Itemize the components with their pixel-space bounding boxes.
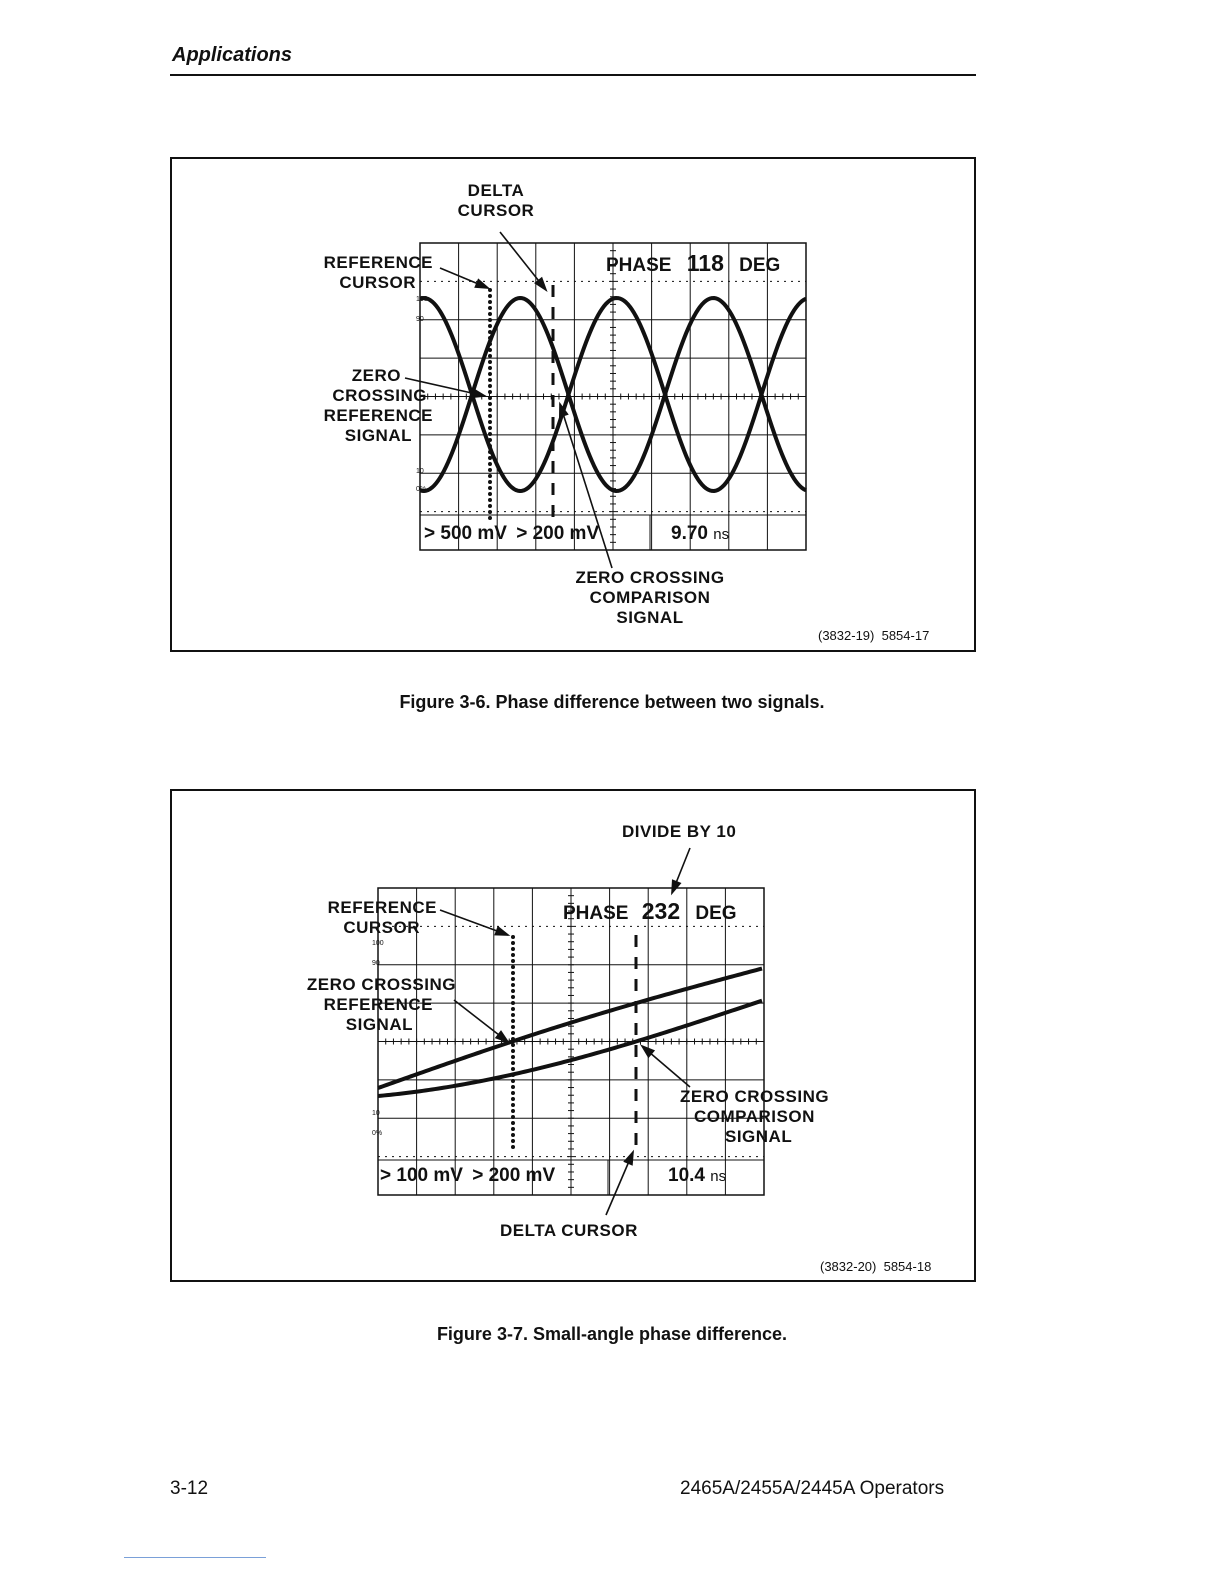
fig2-reference-cursor-dot bbox=[511, 1007, 515, 1011]
fig2-delta-cursor-dash bbox=[635, 935, 638, 947]
fig2-caption: Figure 3-7. Small-angle phase difference. bbox=[436, 1324, 788, 1344]
fig2-reference-cursor-dot bbox=[511, 1133, 515, 1137]
fig2-delta-cursor-dash bbox=[635, 957, 638, 969]
fig2-delta-cursor-dash bbox=[635, 1067, 638, 1079]
fig2-reference-cursor-dot bbox=[511, 959, 515, 963]
fig2-reference-cursor-dot bbox=[511, 1061, 515, 1065]
fig1-delta-cursor-label: DELTA CURSOR bbox=[457, 181, 535, 220]
fig2-reference-cursor-label: REFERENCE CURSOR bbox=[327, 898, 437, 937]
fig2-reference-cursor-dot bbox=[511, 1073, 515, 1077]
fig1-caption: Figure 3-6. Phase difference between two signals. bbox=[399, 692, 825, 712]
section-title: Applications bbox=[172, 44, 293, 66]
fig2-channel-readout: > 100 mV > 200 mV bbox=[380, 1165, 556, 1186]
fig2-delta-cursor-dash bbox=[635, 1111, 638, 1123]
fig2-reference-cursor-dot bbox=[511, 1001, 515, 1005]
fig2-reference-cursor-dot bbox=[511, 989, 515, 993]
page-number: 3-12 bbox=[170, 1478, 209, 1499]
fig2-divide-by-label: DIVIDE BY 10 bbox=[622, 822, 737, 841]
fig2-zero-crossing-comparison-label: ZERO CROSSING COMPARISON SIGNAL bbox=[680, 1087, 830, 1146]
page-edge-mark bbox=[124, 1557, 266, 1558]
fig2-delta-cursor-dash bbox=[635, 1023, 638, 1035]
fig2-delta-cursor-dash bbox=[635, 1001, 638, 1013]
fig2-delta-cursor-dash bbox=[635, 979, 638, 991]
fig2-reference-cursor-dot bbox=[511, 953, 515, 957]
fig2-grat-10: 10 bbox=[372, 1110, 380, 1117]
fig1-grat-90: 90 bbox=[416, 316, 424, 323]
fig2-reference-cursor-dot bbox=[511, 1085, 515, 1089]
fig1-grat-100: 100 bbox=[416, 296, 428, 303]
fig2-code: (3832-20) 5854-18 bbox=[820, 1259, 932, 1274]
fig2-delta-cursor-dash bbox=[635, 1133, 638, 1145]
fig2-reference-cursor-dot bbox=[511, 977, 515, 981]
fig2-reference-cursor-dot bbox=[511, 1115, 515, 1119]
fig2-reference-cursor-dot bbox=[511, 1091, 515, 1095]
fig1-grat-0: 0% bbox=[416, 486, 427, 493]
fig2-delta-cursor-dash bbox=[635, 1045, 638, 1057]
fig2-reference-cursor-dot bbox=[511, 1055, 515, 1059]
fig1-time-readout: 9.70 ns bbox=[671, 523, 730, 544]
fig1-zero-crossing-comparison-label: ZERO CROSSING COMPARISON SIGNAL bbox=[575, 568, 725, 627]
fig2-reference-cursor-dot bbox=[511, 971, 515, 975]
fig2-reference-cursor-dot bbox=[511, 1031, 515, 1035]
fig2-refcursor-arrow-head bbox=[495, 927, 508, 935]
fig2-reference-cursor-dot bbox=[511, 947, 515, 951]
fig1-grat-10: 10 bbox=[416, 468, 424, 475]
fig2-reference-cursor-dot bbox=[511, 1097, 515, 1101]
fig2-reference-cursor-dot bbox=[511, 1067, 515, 1071]
fig2-reference-cursor-dot bbox=[511, 1121, 515, 1125]
fig2-reference-cursor-dot bbox=[511, 1103, 515, 1107]
fig2-grat-0: 0% bbox=[372, 1130, 383, 1137]
fig2-reference-cursor-dot bbox=[511, 935, 515, 939]
fig2-reference-cursor-dot bbox=[511, 1139, 515, 1143]
manual-title: 2465A/2455A/2445A Operators bbox=[680, 1478, 945, 1499]
fig2-reference-cursor-dot bbox=[511, 1127, 515, 1131]
fig2-reference-cursor-dot bbox=[511, 941, 515, 945]
fig2-reference-cursor-dot bbox=[511, 1049, 515, 1053]
fig2-reference-cursor-dot bbox=[511, 1043, 515, 1047]
fig2-time-readout: 10.4 ns bbox=[668, 1165, 727, 1186]
fig2-delta-arrow-head bbox=[625, 1152, 633, 1165]
fig2-reference-cursor-dot bbox=[511, 995, 515, 999]
fig1-channel-readout: > 500 mV > 200 mV bbox=[424, 523, 600, 544]
fig2-reference-cursor-dot bbox=[511, 1013, 515, 1017]
fig2-reference-cursor-dot bbox=[511, 1025, 515, 1029]
fig1-reference-cursor-label: REFERENCE CURSOR bbox=[323, 253, 433, 292]
fig2-reference-cursor-dot bbox=[511, 1109, 515, 1113]
fig2-reference-cursor-dot bbox=[511, 983, 515, 987]
fig2-delta-cursor-dash bbox=[635, 1089, 638, 1101]
fig2-reference-cursor-dot bbox=[511, 965, 515, 969]
fig2-reference-cursor-dot bbox=[511, 1019, 515, 1023]
fig2-reference-cursor-dot bbox=[511, 1145, 515, 1149]
fig1-code: (3832-19) 5854-17 bbox=[818, 628, 930, 643]
fig1-zero-crossing-reference-label: ZERO CROSSING REFERENCE SIGNAL bbox=[323, 366, 433, 445]
fig2-zero-crossing-reference-label: ZERO CROSSING REFERENCE SIGNAL bbox=[306, 975, 456, 1034]
fig2-zeroref-arrow-head bbox=[496, 1031, 508, 1042]
fig2-delta-cursor-label: DELTA CURSOR bbox=[500, 1221, 638, 1240]
fig2-divide-arrow-head bbox=[672, 880, 680, 893]
fig2-reference-cursor-dot bbox=[511, 1037, 515, 1041]
fig2-grat-100: 100 bbox=[372, 940, 384, 947]
fig2-phase-readout: PHASE 232 DEG bbox=[563, 898, 737, 924]
fig2-grat-90: 90 bbox=[372, 960, 380, 967]
fig1-phase-readout: PHASE 118 DEG bbox=[606, 250, 781, 276]
fig2-reference-cursor-dot bbox=[511, 1079, 515, 1083]
